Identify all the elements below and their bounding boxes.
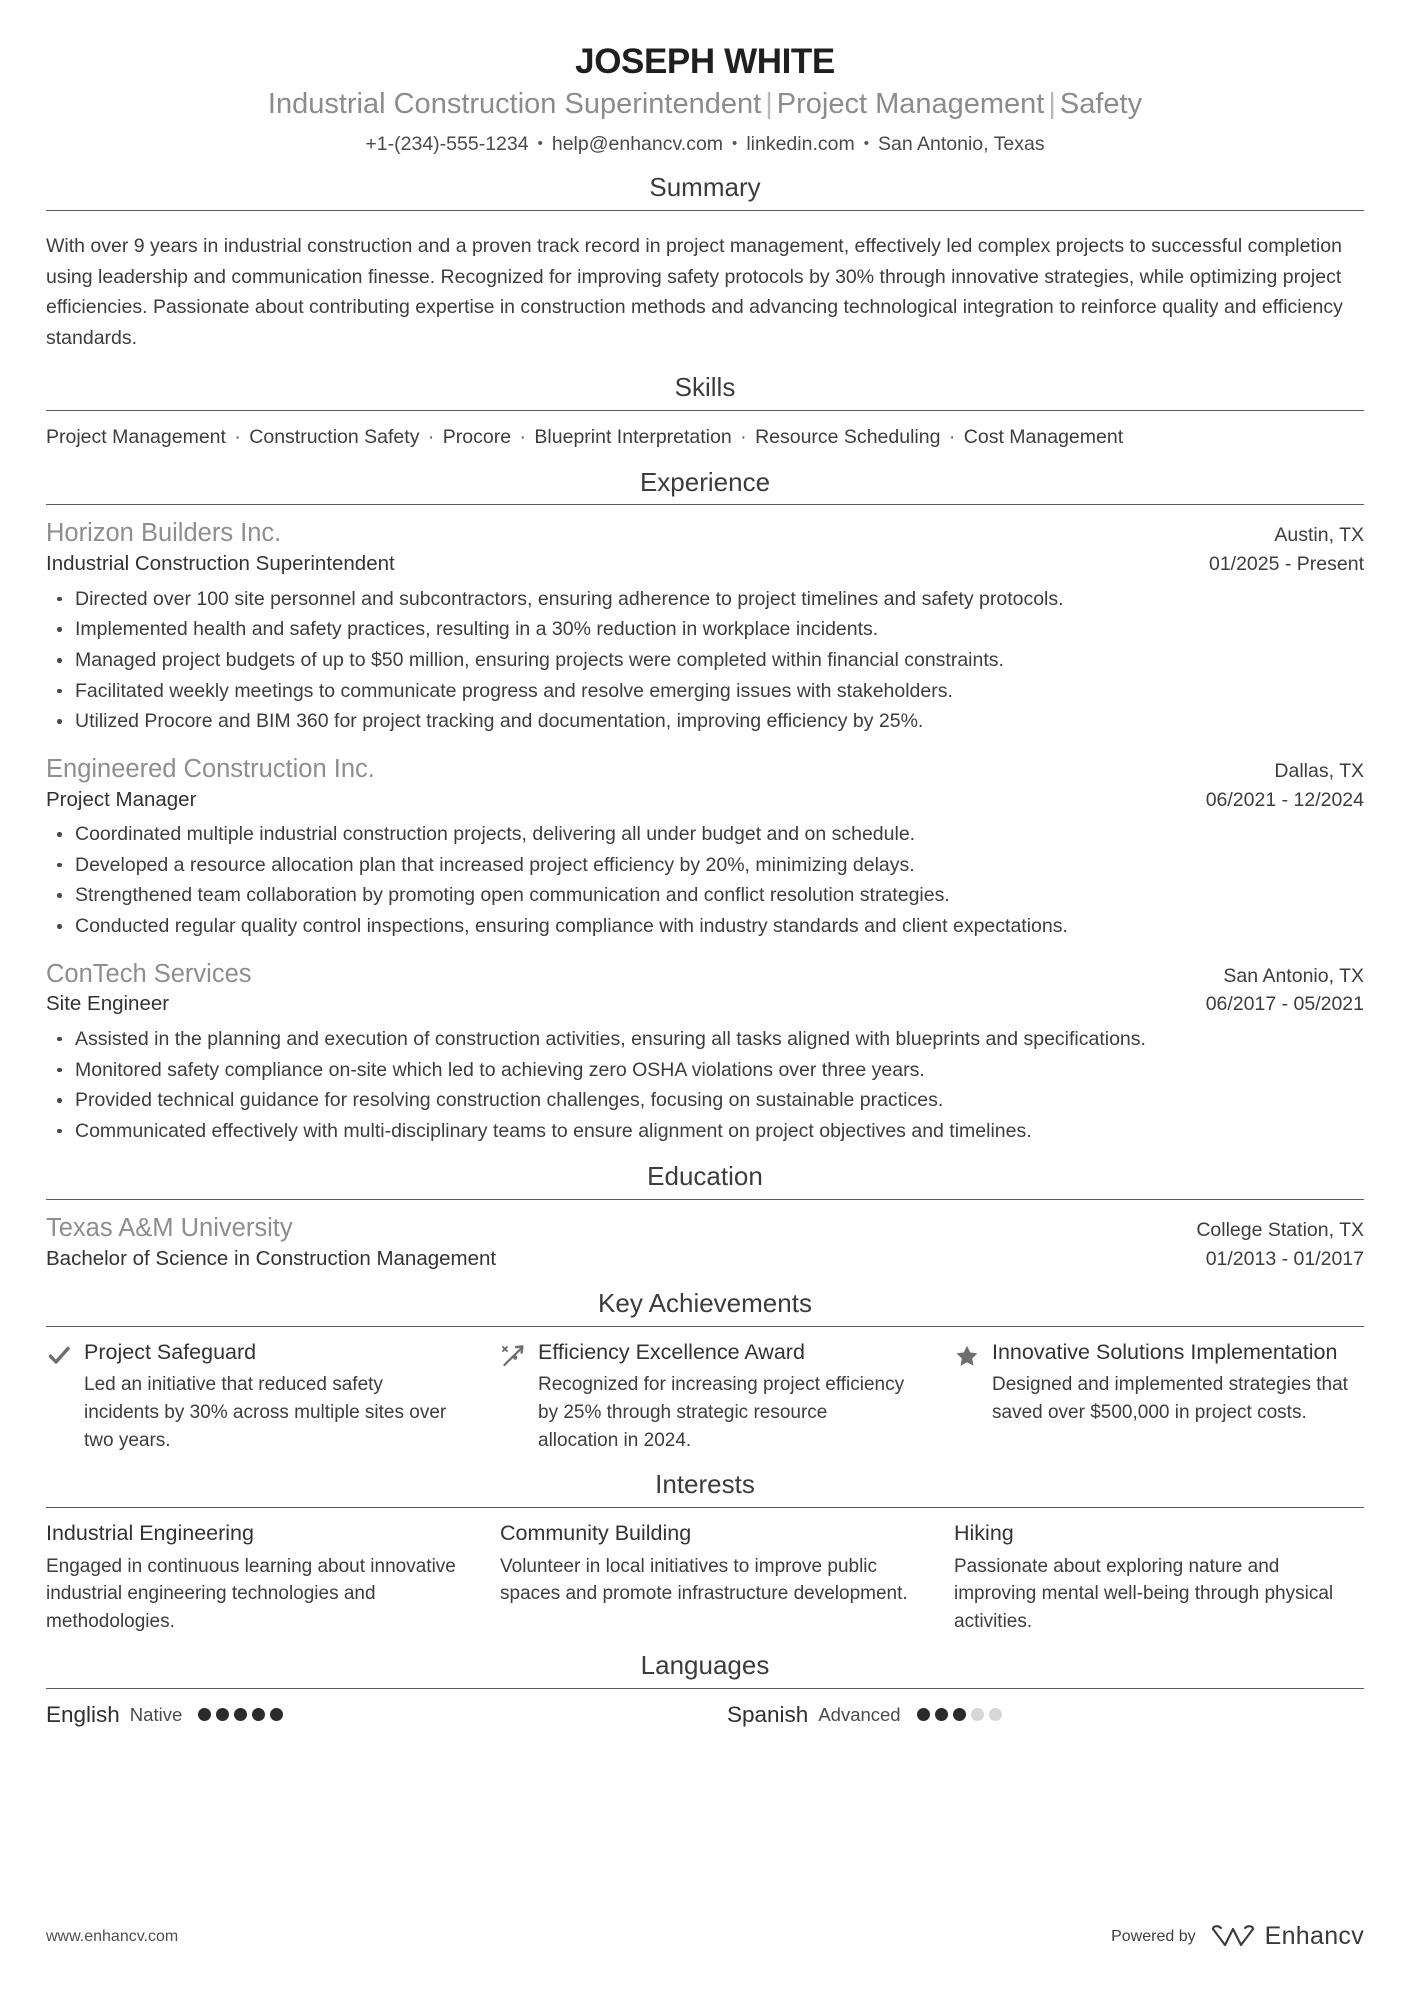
language-level: Advanced [818,1703,901,1725]
language-name: English [46,1702,120,1728]
powered-by-label: Powered by [1111,1927,1196,1945]
proficiency-dot [270,1708,283,1721]
job-bullet: Developed a resource allocation plan that increased project efficiency by 20%, minimizing delays. [72,851,1364,881]
education-entry-list [46,1212,1364,1272]
experience-entry [46,958,1364,1147]
section-rule [46,1326,1364,1327]
experience-entry [46,753,1364,942]
experience-entry-header [46,517,1364,550]
section-title-experience: Experience [639,466,771,497]
interest-title: Industrial Engineering [46,1520,254,1545]
brand-name: Enhancv [1264,1922,1364,1950]
key-achievement-title: Efficiency Excellence Award [538,1339,805,1364]
skill-item: Resource Scheduling [755,426,941,449]
section-summary [46,173,1364,354]
job-dates: 06/2017 - 05/2021 [1205,993,1364,1016]
key-achievement-title: Innovative Solutions Implementation [992,1339,1338,1364]
section-title-interests: Interests [655,1469,755,1500]
section-rule [46,504,1364,505]
skill-item: Procore [442,426,512,449]
section-rule [46,1507,1364,1508]
footer-brand [1111,1922,1364,1951]
education-entry-subheader [46,1245,1364,1273]
candidate-name: JOSEPH WHITE [575,42,835,81]
key-achievement [500,1339,910,1455]
job-bullet: Communicated effectively with multi-disciplinary teams to ensure alignment on project objectives and timelines. [72,1117,1364,1147]
enhancv-mark-icon [1210,1923,1256,1951]
experience-entry-subheader [46,786,1364,814]
skill-item: Blueprint Interpretation [534,426,732,449]
job-title: Project Manager [46,787,197,811]
key-achievement-description: Designed and implemented strategies that saved over $500,000 in project costs. [992,1374,1348,1423]
job-bullet: Strengthened team collaboration by promoting open communication and conflict resolution strategies. [72,881,1364,911]
proficiency-dot [216,1708,229,1721]
experience-entry-list [46,517,1364,1146]
skill-separator: · [734,426,753,449]
language-item [727,1701,1364,1728]
interest-item [954,1520,1364,1636]
proficiency-dot [989,1708,1002,1721]
headline-divider: | [765,88,773,121]
contact-location: San Antonio, Texas [877,132,1045,155]
headline-divider: | [1048,88,1056,121]
section-rule [46,1688,1364,1689]
contact-separator: • [537,134,543,152]
company-location: Dallas, TX [1274,759,1364,782]
section-title-summary: Summary [649,172,761,203]
proficiency-dot [198,1708,211,1721]
headline-part: Project Management [776,88,1045,121]
headline-part: Safety [1059,88,1143,121]
key-achievement-body [84,1339,456,1455]
candidate-headline [46,87,1364,122]
experience-entry-subheader [46,990,1364,1018]
job-bullet: Utilized Procore and BIM 360 for project tracking and documentation, improving efficiency by 25%. [72,707,1364,737]
proficiency-dot [252,1708,265,1721]
section-rule [46,1199,1364,1200]
section-title-key-achievements: Key Achievements [598,1287,812,1318]
contact-line [46,132,1364,157]
interest-description: Volunteer in local initiatives to improve public spaces and promote infrastructure development. [500,1555,908,1605]
skill-item: Construction Safety [249,426,420,449]
contact-separator: • [863,134,869,152]
proficiency-dot [971,1708,984,1721]
job-dates: 06/2021 - 12/2024 [1205,788,1364,811]
section-experience [46,468,1364,1147]
key-achievement-body [538,1339,910,1455]
language-list [46,1701,1364,1728]
interest-description: Engaged in continuous learning about innovative industrial engineering technologies and methodologies. [46,1555,456,1632]
skills-list [46,423,1364,451]
experience-entry-header [46,753,1364,786]
company-location: Austin, TX [1274,524,1364,547]
education-entry-header [46,1212,1364,1245]
section-education [46,1162,1364,1272]
key-achievement-list [46,1339,1364,1455]
company-location: San Antonio, TX [1223,964,1364,987]
proficiency-dot [234,1708,247,1721]
interest-title: Community Building [500,1520,692,1545]
experience-entry-header [46,958,1364,991]
job-bullet-list [46,585,1364,737]
key-achievement [46,1339,456,1455]
education-entry [46,1212,1364,1272]
skill-separator: · [422,426,440,449]
company-name: ConTech Services [46,959,252,988]
skill-item: Cost Management [963,426,1124,449]
key-achievement-description: Led an initiative that reduced safety incidents by 30% across multiple sites over two years. [84,1374,447,1451]
interest-description: Passionate about exploring nature and improving mental well-being through physical activities. [954,1555,1334,1632]
job-bullet: Directed over 100 site personnel and subcontractors, ensuring adherence to project timelines and safety protocols. [72,585,1364,615]
experience-entry [46,517,1364,736]
section-title-skills: Skills [674,372,736,403]
section-key-achievements [46,1289,1364,1454]
interest-list [46,1520,1364,1636]
proficiency-dot [917,1708,930,1721]
key-achievement [954,1339,1364,1455]
job-bullet: Assisted in the planning and execution of construction activities, ensuring all tasks aligned with blueprints and specifications. [72,1025,1364,1055]
job-dates: 01/2025 - Present [1208,553,1364,576]
job-bullet: Implemented health and safety practices, resulting in a 30% reduction in workplace incidents. [72,615,1364,645]
key-achievement-body [992,1339,1364,1427]
skill-separator: · [228,426,247,449]
section-rule [46,410,1364,411]
proficiency-dot [953,1708,966,1721]
company-name: Engineered Construction Inc. [46,754,375,783]
page-footer [46,1922,1364,1951]
skill-separator: · [514,426,532,449]
job-title: Industrial Construction Superintendent [46,552,395,576]
section-rule [46,210,1364,211]
section-languages [46,1651,1364,1728]
enhancv-logo [1210,1922,1364,1951]
job-title: Site Engineer [46,992,170,1016]
contact-email[interactable]: help@enhancv.com [551,132,724,155]
footer-url[interactable]: www.enhancv.com [46,1927,179,1945]
section-skills [46,373,1364,451]
star-icon [954,1343,980,1369]
job-bullet: Managed project budgets of up to $50 million, ensuring projects were completed within financial constraints. [72,646,1364,676]
resume-header [46,42,1364,157]
headline-part: Industrial Construction Superintendent [267,88,762,121]
school-location: College Station, TX [1196,1219,1364,1242]
key-achievement-description: Recognized for increasing project efficiency by 25% through strategic resource allocation in 2024. [538,1374,905,1451]
language-proficiency-dots [917,1708,1002,1721]
experience-entry-subheader [46,550,1364,578]
contact-separator: • [732,134,738,152]
job-bullet-list [46,1025,1364,1147]
check-icon [46,1343,72,1369]
key-achievement-title: Project Safeguard [84,1339,257,1364]
language-name: Spanish [727,1702,809,1728]
school-name: Texas A&M University [46,1214,293,1243]
language-level: Native [129,1703,183,1725]
section-interests [46,1470,1364,1635]
job-bullet-list [46,820,1364,942]
language-proficiency-dots [198,1708,283,1721]
language-item [46,1701,683,1728]
degree-dates: 01/2013 - 01/2017 [1205,1247,1364,1270]
skill-separator: · [943,426,961,449]
contact-linkedin[interactable]: linkedin.com [746,132,855,155]
section-title-languages: Languages [640,1650,770,1681]
section-title-education: Education [647,1161,763,1192]
job-bullet: Conducted regular quality control inspections, ensuring compliance with industry standards and client expectations. [72,912,1364,942]
summary-text: With over 9 years in industrial construction and a proven track record in project management, effectively led complex projects to successful completion using leadership and communication finesse. Recognized for improving safety protocols by 30% through innovative strategies, while optimizing project efficiencies. Passionate about contributing expertise in construction methods and advancing technological integration to reinforce quality and efficiency standards. [46,234,1343,350]
job-bullet: Coordinated multiple industrial construction projects, delivering all under budget and on schedule. [72,820,1364,850]
interest-item [46,1520,456,1636]
proficiency-dot [935,1708,948,1721]
interest-item [500,1520,910,1636]
skill-item: Project Management [46,426,226,449]
job-bullet: Facilitated weekly meetings to communicate progress and resolve emerging issues with stakeholders. [72,677,1364,707]
job-bullet: Provided technical guidance for resolving construction challenges, focusing on sustainable practices. [72,1086,1364,1116]
job-bullet: Monitored safety compliance on-site which led to achieving zero OSHA violations over three years. [72,1056,1364,1086]
rocket-trajectory-icon [500,1343,526,1369]
interest-title: Hiking [954,1520,1014,1545]
contact-phone[interactable]: +1-(234)-555-1234 [365,132,529,155]
degree-title: Bachelor of Science in Construction Management [46,1246,497,1270]
company-name: Horizon Builders Inc. [46,519,282,548]
